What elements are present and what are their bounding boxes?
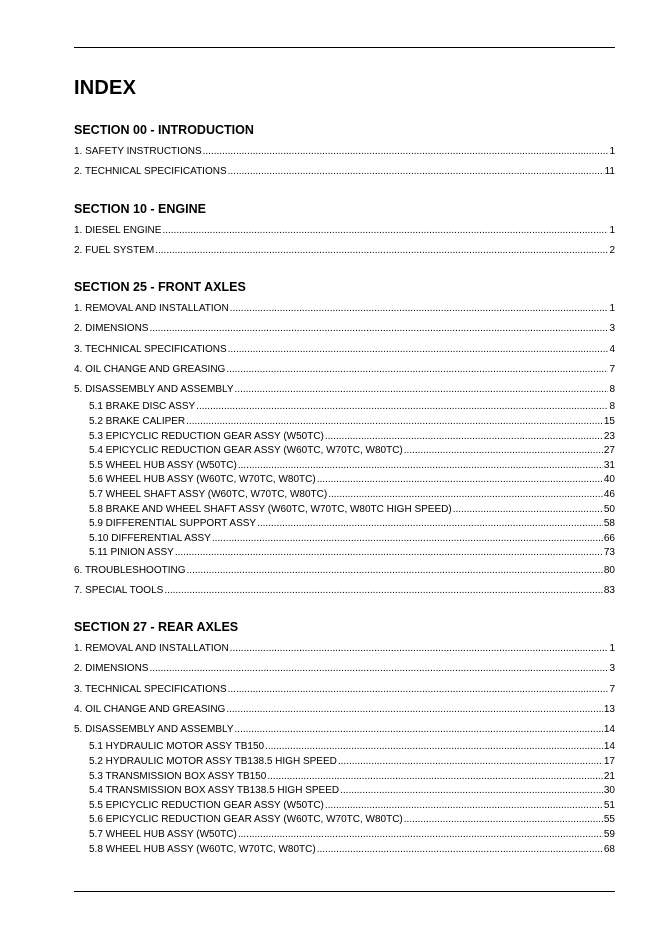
dot-leader [238,828,603,843]
dot-leader [186,415,603,430]
dot-leader [238,459,603,474]
entry-page-number: 51 [603,799,615,811]
entry-page-number: 11 [604,166,615,178]
entry-page-number: 58 [603,518,615,530]
entry-page-number: 4 [609,343,615,355]
entry-page-number: 46 [603,489,615,501]
toc-entry[interactable] [74,561,615,581]
dot-leader [230,639,609,659]
toc-subentry[interactable] [74,813,615,828]
entry-label: 5.9 DIFFERENTIAL SUPPORT ASSY [89,518,257,530]
dot-leader [267,770,603,785]
dot-leader [149,659,608,679]
entry-label: 1. DIESEL ENGINE [74,225,162,236]
dot-leader [325,430,603,445]
entry-page-number: 14 [603,724,615,736]
top-rule [74,47,615,48]
entry-page-number: 1 [609,303,615,314]
entry-page-number: 3 [609,663,615,675]
dot-leader [338,755,603,770]
dot-leader [149,319,608,339]
entry-label: 3. TECHNICAL SPECIFICATIONS [74,343,227,355]
entry-page-number: 1 [609,643,615,654]
section-heading: SECTION 27 - REAR AXLES [74,620,239,634]
entry-label: 5.2 HYDRAULIC MOTOR ASSY TB138.5 HIGH SPEED [89,756,337,768]
toc-entry[interactable] [74,162,615,182]
dot-leader [228,340,609,360]
dot-leader [226,360,608,380]
toc-subentry[interactable] [74,740,615,755]
entry-page-number: 83 [603,585,615,597]
dot-leader [404,444,603,459]
dot-leader [257,517,603,532]
entry-page-number: 2 [609,245,615,257]
dot-leader [235,380,609,400]
section-heading: SECTION 00 - INTRODUCTION [74,123,254,137]
entry-page-number: 30 [603,785,615,797]
section-heading: SECTION 10 - ENGINE [74,202,206,216]
toc-subentry[interactable] [74,503,615,518]
entry-label: 5. DISASSEMBLY AND ASSEMBLY [74,384,234,396]
entry-label: 1. SAFETY INSTRUCTIONS [74,146,202,157]
toc-subentry[interactable] [74,430,615,445]
entry-label: 5.5 EPICYCLIC REDUCTION GEAR ASSY (W50TC) [89,799,324,811]
dot-leader [175,546,603,561]
dot-leader [196,400,608,415]
entry-label: 5.4 EPICYCLIC REDUCTION GEAR ASSY (W60TC, W70TC, W80TC) [89,445,403,457]
entry-page-number: 7 [609,683,615,695]
toc-entry[interactable] [74,340,615,360]
entry-label: 5.5 WHEEL HUB ASSY (W50TC) [89,459,237,471]
entry-page-number: 66 [603,532,615,544]
toc-entry[interactable] [74,380,615,400]
entry-label: 5.7 WHEEL HUB ASSY (W50TC) [89,829,237,841]
entry-label: 5.1 BRAKE DISC ASSY [89,401,196,413]
entry-page-number: 80 [603,565,615,577]
dot-leader [325,799,603,814]
entry-page-number: 8 [609,401,615,413]
toc-subentry[interactable] [74,546,615,561]
toc-subentry[interactable] [74,799,615,814]
toc-subentry[interactable] [74,843,615,858]
entry-list [74,639,615,857]
entry-list [74,142,615,183]
toc-subentry[interactable] [74,415,615,430]
toc-subentry[interactable] [74,400,615,415]
page-title: INDEX [74,77,137,99]
toc-subentry[interactable] [74,532,615,547]
toc-subentry[interactable] [74,444,615,459]
entry-page-number: 23 [603,430,615,442]
toc-subentry[interactable] [74,473,615,488]
entry-label: 5. DISASSEMBLY AND ASSEMBLY [74,724,234,736]
toc-subentry[interactable] [74,828,615,843]
toc-subentry[interactable] [74,488,615,503]
section-25 [74,278,615,602]
dot-leader [155,241,608,261]
dot-leader [328,488,603,503]
bottom-rule [74,891,615,892]
entry-label: 2. DIMENSIONS [74,663,149,675]
entry-label: 5.3 TRANSMISSION BOX ASSY TB150 [89,770,267,782]
toc-entry[interactable] [74,221,615,241]
toc-entry[interactable] [74,700,615,720]
toc-subentry[interactable] [74,517,615,532]
entry-label: 5.4 TRANSMISSION BOX ASSY TB138.5 HIGH SPEED [89,785,340,797]
dot-leader [404,813,603,828]
entry-label: 5.8 WHEEL HUB ASSY (W60TC, W70TC, W80TC) [89,843,316,855]
entry-page-number: 1 [609,225,615,236]
entry-list [74,221,615,262]
toc-entry[interactable] [74,360,615,380]
entry-label: 2. FUEL SYSTEM [74,245,155,257]
entry-page-number: 17 [603,756,615,768]
entry-page-number: 59 [603,829,615,841]
dot-leader [187,561,603,581]
entry-label: 1. REMOVAL AND INSTALLATION [74,303,229,314]
entry-page-number: 7 [609,363,615,375]
entry-label: 4. OIL CHANGE AND GREASING [74,363,226,375]
entry-page-number: 15 [603,416,615,428]
toc-subentry[interactable] [74,755,615,770]
entry-label: 5.1 HYDRAULIC MOTOR ASSY TB150 [89,741,265,753]
entry-label: 1. REMOVAL AND INSTALLATION [74,643,229,654]
entry-page-number: 8 [609,384,615,396]
entry-page-number: 14 [603,741,615,753]
entry-label: 2. TECHNICAL SPECIFICATIONS [74,166,227,178]
entry-label: 5.7 WHEEL SHAFT ASSY (W60TC, W70TC, W80TC) [89,489,328,501]
entry-label: 4. OIL CHANGE AND GREASING [74,703,226,715]
toc-subentry[interactable] [74,770,615,785]
entry-page-number: 68 [603,843,615,855]
dot-leader [212,532,603,547]
entry-page-number: 21 [603,770,615,782]
entry-page-number: 31 [603,459,615,471]
entry-label: 5.6 WHEEL HUB ASSY (W60TC, W70TC, W80TC) [89,474,316,486]
entry-page-number: 40 [603,474,615,486]
entry-page-number: 13 [603,703,615,715]
entry-page-number: 50 [603,503,615,515]
dot-leader [235,720,603,740]
dot-leader [317,473,603,488]
entry-page-number: 73 [603,547,615,559]
entry-list [74,299,615,602]
entry-label: 6. TROUBLESHOOTING [74,565,186,577]
dot-leader [317,843,603,858]
entry-label: 3. TECHNICAL SPECIFICATIONS [74,683,227,695]
entry-label: 7. SPECIAL TOOLS [74,585,164,597]
toc-entry[interactable] [74,680,615,700]
dot-leader [340,784,603,799]
dot-leader [226,700,603,720]
section-10 [74,200,615,262]
section-00 [74,121,615,183]
toc-entry[interactable] [74,299,615,319]
toc-entry[interactable] [74,720,615,740]
toc-entry[interactable] [74,142,615,162]
entry-label: 5.6 EPICYCLIC REDUCTION GEAR ASSY (W60TC, W70TC, W80TC) [89,814,403,826]
entry-label: 5.3 EPICYCLIC REDUCTION GEAR ASSY (W50TC) [89,430,324,442]
entry-label: 2. DIMENSIONS [74,323,149,335]
entry-label: 5.11 PINION ASSY [89,547,174,559]
toc-entry[interactable] [74,659,615,679]
dot-leader [265,740,603,755]
entry-label: 5.10 DIFFERENTIAL ASSY [89,532,211,544]
toc-entry[interactable] [74,639,615,659]
toc-subentry[interactable] [74,459,615,474]
dot-leader [453,503,603,518]
toc-subentry[interactable] [74,784,615,799]
toc-entry[interactable] [74,319,615,339]
entry-label: 5.8 BRAKE AND WHEEL SHAFT ASSY (W60TC, W70TC, W80TC HIGH SPEED) [89,503,452,515]
toc-entry[interactable] [74,241,615,261]
entry-label: 5.2 BRAKE CALIPER [89,416,186,428]
toc-entry[interactable] [74,581,615,601]
entry-page-number: 55 [603,814,615,826]
dot-leader [230,299,609,319]
dot-leader [164,581,603,601]
entry-page-number: 3 [609,323,615,335]
dot-leader [162,221,608,241]
dot-leader [228,680,609,700]
section-27 [74,618,615,857]
entry-page-number: 27 [603,445,615,457]
dot-leader [203,142,609,162]
section-heading: SECTION 25 - FRONT AXLES [74,280,246,294]
entry-page-number: 1 [609,146,615,157]
dot-leader [228,162,604,182]
